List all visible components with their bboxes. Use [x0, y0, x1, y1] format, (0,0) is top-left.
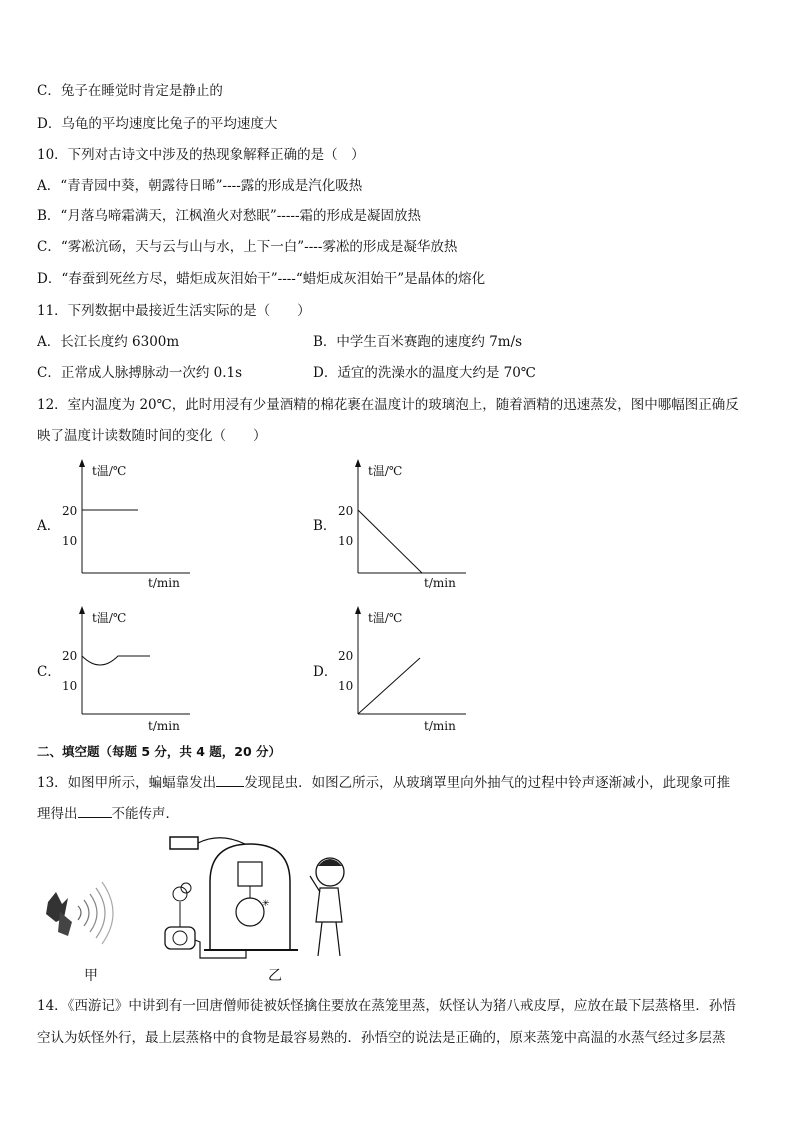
q11-stem: 11．下列数据中最接近生活实际的是（ ） [37, 303, 311, 319]
graph-b [336, 455, 476, 599]
graph-b-tick-10: 10 [338, 534, 354, 548]
graph-d-tick-20: 20 [338, 649, 354, 663]
graph-b-curve [358, 510, 422, 573]
q13-blank-1[interactable] [216, 772, 244, 787]
graph-a-letter: A． [37, 518, 61, 534]
graph-c-xlabel: t/min [148, 719, 180, 733]
q9-option-d: D．乌龟的平均速度比兔子的平均速度大 [37, 116, 278, 132]
graph-b-tick-20: 20 [338, 504, 354, 518]
q11-option-c: C．正常成人脉搏脉动一次约 0.1s [37, 365, 243, 381]
q10-stem: 10．下列对古诗文中涉及的热现象解释正确的是（ ） [37, 147, 365, 163]
graph-d-curve [358, 658, 420, 714]
q11-option-d: D．适宜的洗澡水的温度大约是 70℃ [313, 365, 536, 381]
figure-caption-jia: 甲 [84, 968, 98, 984]
graph-c-curve [82, 656, 150, 665]
graph-b-ylabel: t温/℃ [368, 464, 403, 478]
q13-text-b: 发现昆虫．如图乙所示，从玻璃罩里向外抽气的过程中铃声逐渐减小，此现象可推 [244, 775, 731, 791]
q10-option-b: B．“月落乌啼霜满天，江枫渔火对愁眠”-----霜的形成是凝固放热 [37, 208, 422, 224]
graph-b-xlabel: t/min [424, 576, 456, 590]
graph-c-ylabel: t温/℃ [92, 611, 127, 625]
graph-c-tick-10: 10 [62, 679, 78, 693]
figure-caption-yi: 乙 [268, 968, 282, 984]
q10-option-a: A．“青青园中葵，朝露待日晞”----露的形成是汽化吸热 [37, 178, 363, 194]
q13-text-a: 13．如图甲所示，蝙蝠靠发出 [37, 775, 217, 791]
svg-text:✳: ✳ [262, 899, 270, 909]
q13-text-d: 不能传声． [111, 806, 179, 822]
graph-d-xlabel: t/min [424, 719, 456, 733]
q9-option-c: C．兔子在睡觉时肯定是静止的 [37, 83, 223, 99]
q11-option-a: A．长江长度约 6300m [37, 334, 180, 350]
q11-option-b: B．中学生百米赛跑的速度约 7m/s [313, 334, 523, 350]
bell-jar-figure [150, 832, 365, 966]
graph-a-xlabel: t/min [148, 576, 180, 590]
graph-d-ylabel: t温/℃ [368, 611, 403, 625]
q12-stem-line2: 映了温度计读数随时间的变化（ ） [37, 428, 267, 444]
q13-line1 [37, 772, 730, 792]
graph-c [60, 602, 200, 746]
graph-d-tick-10: 10 [338, 679, 354, 693]
q12-stem-line1: 12．室内温度为 20℃，此时用浸有少量酒精的棉花裹在温度计的玻璃泡上，随着酒精的迅速蒸发，图中哪幅图正确反 [37, 397, 739, 413]
bat-figure [38, 862, 138, 966]
graph-d [336, 602, 476, 746]
graph-a-tick-10: 10 [62, 534, 78, 548]
graph-a-tick-20: 20 [62, 504, 78, 518]
q13-line2 [37, 803, 179, 823]
q14-line1: 14．《西游记》中讲到有一回唐僧师徒被妖怪擒住要放在蒸笼里蒸，妖怪认为猪八戒皮厚，应放在最下层蒸格里．孙悟 [37, 998, 736, 1014]
graph-b-letter: B． [313, 518, 337, 534]
q10-option-d: D．“春蚕到死丝方尽，蜡炬成灰泪始干”----“蜡炬成灰泪始干”是晶体的熔化 [37, 271, 486, 287]
q14-line2: 空认为妖怪外行，最上层蒸格中的食物是最容易熟的．孙悟空的说法是正确的，原来蒸笼中高温的水蒸气经过多层蒸 [37, 1030, 726, 1046]
section-heading: 二、填空题（每题 5 分，共 4 题，20 分） [37, 744, 282, 759]
graph-d-letter: D． [313, 664, 338, 680]
q13-text-c: 理得出 [37, 806, 78, 822]
graph-a-ylabel: t温/℃ [92, 464, 127, 478]
graph-c-letter: C． [37, 664, 61, 680]
graph-c-tick-20: 20 [62, 649, 78, 663]
graph-a [60, 455, 200, 599]
q13-blank-2[interactable] [78, 803, 112, 818]
q10-option-c: C．“雾凇沆砀，天与云与山与水，上下一白”----雾凇的形成是凝华放热 [37, 239, 458, 255]
